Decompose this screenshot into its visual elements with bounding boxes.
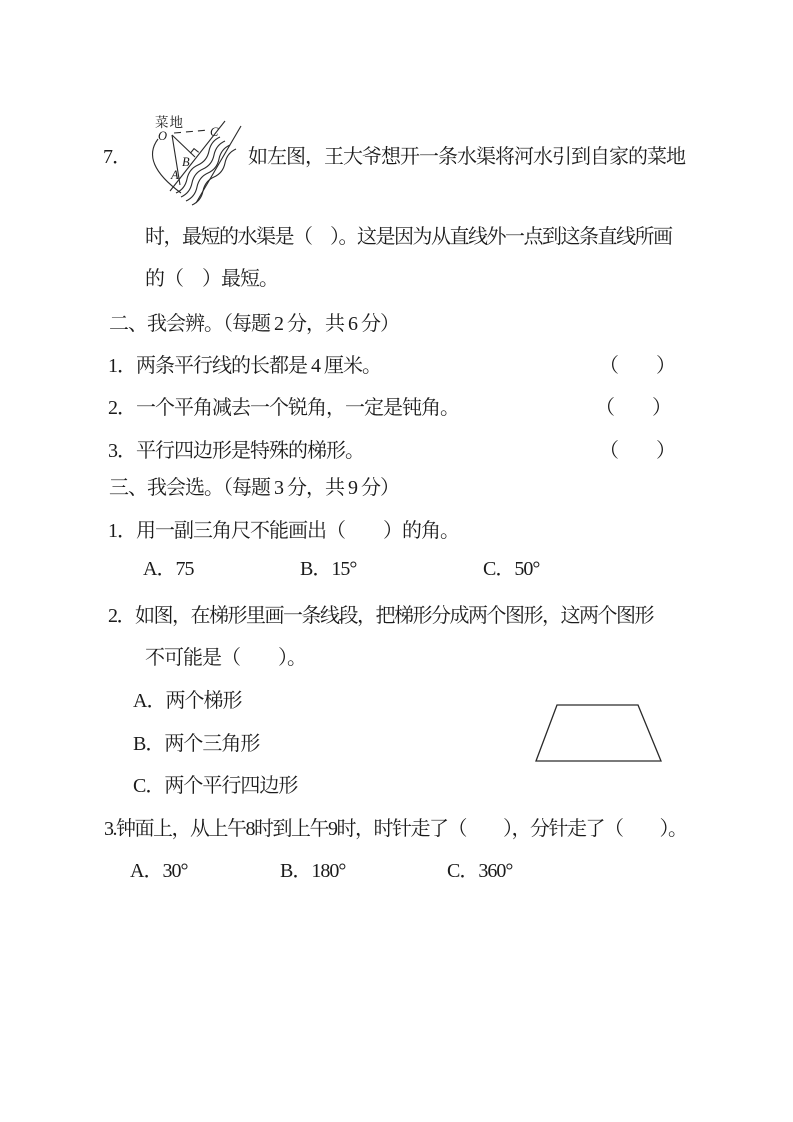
river-near-bank-line bbox=[170, 121, 225, 191]
trapezoid-figure bbox=[525, 695, 675, 770]
mc-q2-line2: 不可能是（ ）。 bbox=[145, 647, 306, 669]
mc-q2-option-b: B．两个三角形 bbox=[133, 733, 260, 755]
mc-q3-option-b: B．180° bbox=[280, 860, 346, 882]
tf-item-2-answer-blank: （ ） bbox=[595, 397, 671, 419]
river-channel-diagram bbox=[136, 103, 254, 215]
mc-q2-option-c: C．两个平行四边形 bbox=[133, 775, 298, 797]
question-7-number: 7． bbox=[103, 146, 131, 168]
segment-o-c-dashed bbox=[174, 130, 209, 133]
mc-q3-text: 3.钟面上，从上午8时到上午9时，时针走了（ ），分针走了（ ）。 bbox=[104, 818, 687, 840]
mc-q1-option-b: B．15° bbox=[300, 558, 357, 580]
diagram-label-field: 菜地 bbox=[155, 115, 184, 130]
tf-item-1-text: 1．两条平行线的长都是 4 厘米。 bbox=[108, 355, 381, 377]
question-7-line3: 的（ ）最短。 bbox=[145, 268, 278, 290]
mc-q2-line1: 2．如图，在梯形里画一条线段，把梯形分成两个图形，这两个图形 bbox=[108, 605, 653, 627]
river-wave bbox=[192, 149, 236, 205]
diagram-label-o: O bbox=[158, 129, 168, 143]
diagram-label-c: C bbox=[210, 125, 219, 139]
question-7-line1: 如左图，王大爷想开一条水渠将河水引到自家的菜地 bbox=[248, 146, 685, 168]
right-angle-mark bbox=[190, 149, 198, 154]
mc-q1-option-c: C．50° bbox=[483, 558, 540, 580]
mc-q3-option-a: A．30° bbox=[130, 860, 188, 882]
tf-item-2-text: 2．一个平角减去一个锐角，一定是钝角。 bbox=[108, 397, 459, 419]
section-3-header: 三、我会选。（每题 3 分，共 9 分） bbox=[109, 477, 399, 499]
mc-q3-option-c: C．360° bbox=[447, 860, 513, 882]
section-2-header: 二、我会辨。（每题 2 分，共 6 分） bbox=[109, 313, 399, 335]
mc-q1-option-a: A．75 bbox=[143, 558, 194, 580]
tf-item-1-answer-blank: （ ） bbox=[599, 355, 675, 377]
question-7-line2: 时，最短的水渠是（ ）。这是因为从直线外一点到这条直线所画 bbox=[145, 226, 672, 248]
diagram-label-a: A bbox=[171, 168, 179, 182]
mc-q1-text: 1．用一副三角尺不能画出（ ）的角。 bbox=[108, 520, 459, 542]
trapezoid-shape bbox=[536, 705, 661, 761]
mc-q2-option-a: A．两个梯形 bbox=[133, 690, 242, 712]
diagram-label-b: B bbox=[182, 155, 190, 169]
tf-item-3-text: 3．平行四边形是特殊的梯形。 bbox=[108, 440, 364, 462]
tf-item-3-answer-blank: （ ） bbox=[599, 440, 675, 462]
